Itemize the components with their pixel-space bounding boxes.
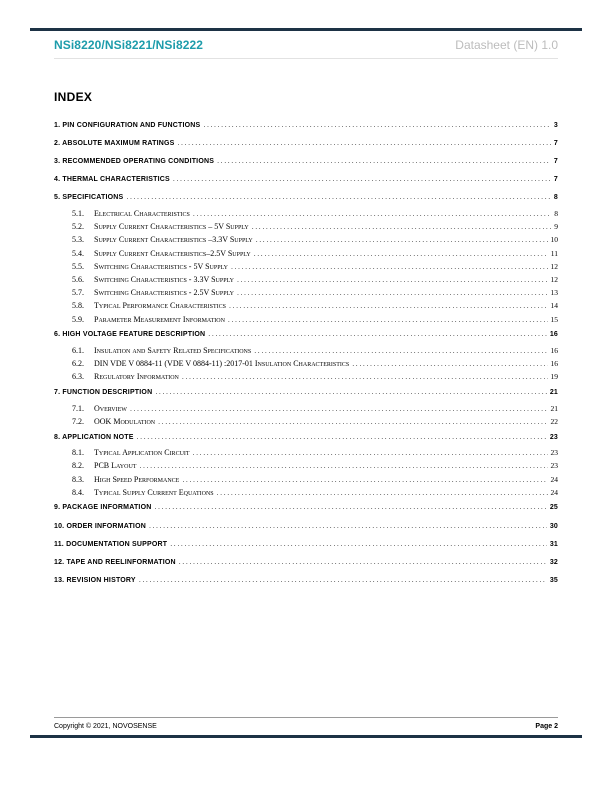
- toc-entry[interactable]: [54, 134, 558, 152]
- toc-entry-page: 24: [550, 474, 558, 484]
- toc-entry-label: 1. PIN CONFIGURATION AND FUNCTIONS: [54, 121, 201, 129]
- toc-leader-dots: [155, 389, 546, 396]
- toc-entry[interactable]: [54, 357, 558, 370]
- toc-leader-dots: [158, 419, 547, 426]
- toc-leader-dots: [193, 450, 548, 457]
- toc-entry[interactable]: [54, 299, 558, 312]
- toc-entry-label: 9. PACKAGE INFORMATION: [54, 504, 152, 512]
- toc-entry-page: 21: [549, 388, 558, 396]
- toc-entry-page: 23: [549, 433, 558, 441]
- toc-leader-dots: [217, 490, 548, 497]
- toc-entry[interactable]: [54, 273, 558, 286]
- toc-entry-page: 3: [553, 121, 558, 129]
- toc-entry[interactable]: [54, 189, 558, 207]
- toc-entry-page: 7: [553, 157, 558, 165]
- toc-entry-page: 22: [550, 416, 558, 426]
- toc-entry-number: 5.9.: [72, 314, 84, 324]
- toc-entry-number: 5.5.: [72, 261, 84, 271]
- toc-entry-label: 7. FUNCTION DESCRIPTION: [54, 388, 153, 396]
- toc-leader-dots: [254, 348, 547, 355]
- toc-entry-label: Typical Application Circuit: [94, 448, 190, 458]
- toc-entry-label: Switching Characteristics - 5V Supply: [94, 261, 228, 271]
- toc-leader-dots: [139, 463, 547, 470]
- table-of-contents: [54, 116, 558, 590]
- toc-leader-dots: [137, 434, 547, 441]
- toc-entry-label: Overview: [94, 403, 127, 413]
- toc-entry-page: 16: [549, 331, 558, 339]
- toc-leader-dots: [208, 331, 547, 338]
- toc-entry[interactable]: [54, 116, 558, 134]
- toc-entry-label: Regulatory Information: [94, 372, 179, 382]
- toc-entry-label: 2. ABSOLUTE MAXIMUM RATINGS: [54, 139, 175, 147]
- toc-leader-dots: [237, 277, 548, 284]
- toc-leader-dots: [173, 176, 551, 183]
- toc-entry-page: 35: [549, 577, 558, 585]
- toc-entry-number: 5.4.: [72, 248, 84, 258]
- toc-entry[interactable]: [54, 459, 558, 472]
- toc-entry-label: 13. REVISION HISTORY: [54, 577, 136, 585]
- toc-entry-label: 10. ORDER INFORMATION: [54, 522, 146, 530]
- toc-entry[interactable]: [54, 446, 558, 459]
- toc-entry-label: Electrical Characteristics: [94, 209, 190, 219]
- toc-entry[interactable]: [54, 486, 558, 499]
- toc-entry-label: Switching Characteristics - 3.3V Supply: [94, 274, 234, 284]
- top-rule: [30, 28, 582, 31]
- toc-entry[interactable]: [54, 220, 558, 233]
- footer-divider: [54, 717, 558, 718]
- toc-entry-label: 12. TAPE AND REELINFORMATION: [54, 559, 176, 567]
- toc-entry-page: 15: [550, 314, 558, 324]
- toc-entry-number: 5.1.: [72, 209, 84, 219]
- toc-leader-dots: [182, 374, 548, 381]
- page-header: [54, 38, 558, 52]
- toc-entry-page: 25: [549, 504, 558, 512]
- toc-leader-dots: [130, 406, 548, 413]
- toc-entry-number: 5.2.: [72, 222, 84, 232]
- toc-entry-label: Supply Current Characteristics–2.5V Supply: [94, 248, 251, 258]
- toc-entry-page: 9: [554, 222, 558, 232]
- toc-entry[interactable]: [54, 473, 558, 486]
- toc-entry-label: OOK Modulation: [94, 416, 156, 426]
- toc-entry-number: 6.3.: [72, 372, 84, 382]
- toc-entry-page: 32: [549, 559, 558, 567]
- toc-entry-label: 5. SPECIFICATIONS: [54, 194, 124, 202]
- toc-entry-page: 11: [550, 248, 558, 258]
- toc-entry-label: DIN VDE V 0884-11 (VDE V 0884-11) :2017-01 Insulation Characteristics: [94, 359, 350, 369]
- toc-entry[interactable]: [54, 517, 558, 535]
- toc-entry-number: 5.7.: [72, 288, 84, 298]
- toc-entry-page: 8: [554, 209, 558, 219]
- toc-leader-dots: [352, 361, 547, 368]
- toc-leader-dots: [149, 523, 547, 530]
- toc-entry-page: 16: [550, 359, 558, 369]
- toc-leader-dots: [252, 224, 552, 231]
- toc-leader-dots: [217, 158, 551, 165]
- toc-entry-label: 11. DOCUMENTATION SUPPORT: [54, 540, 168, 548]
- toc-leader-dots: [179, 559, 547, 566]
- toc-entry[interactable]: [54, 326, 558, 344]
- document-title: NSi8220/NSi8221/NSi8222: [54, 38, 204, 52]
- toc-entry[interactable]: [54, 344, 558, 357]
- copyright-text: Copyright © 2021, NOVOSENSE: [54, 723, 157, 730]
- toc-entry-label: Supply Current Characteristics –3.3V Supply: [94, 235, 253, 245]
- toc-entry-label: Typical Supply Current Equations: [94, 487, 214, 497]
- toc-leader-dots: [228, 317, 548, 324]
- page-title: INDEX: [54, 90, 93, 104]
- toc-entry[interactable]: [54, 383, 558, 401]
- toc-entry-label: 8. APPLICATION NOTE: [54, 433, 134, 441]
- toc-entry[interactable]: [54, 171, 558, 189]
- toc-entry[interactable]: [54, 233, 558, 246]
- toc-leader-dots: [139, 577, 547, 584]
- toc-entry-page: 30: [549, 522, 558, 530]
- toc-leader-dots: [254, 251, 548, 258]
- toc-entry-number: 6.1.: [72, 345, 84, 355]
- toc-entry-label: Supply Current Characteristics – 5V Supply: [94, 222, 249, 232]
- toc-entry-page: 23: [550, 461, 558, 471]
- toc-entry-page: 13: [550, 288, 558, 298]
- toc-leader-dots: [237, 290, 548, 297]
- document-version: Datasheet (EN) 1.0: [455, 38, 558, 52]
- toc-leader-dots: [178, 140, 551, 147]
- toc-entry[interactable]: [54, 312, 558, 325]
- toc-entry-label: PCB Layout: [94, 461, 137, 471]
- toc-entry-page: 10: [550, 235, 558, 245]
- toc-entry[interactable]: [54, 415, 558, 428]
- toc-entry[interactable]: [54, 572, 558, 590]
- toc-entry-label: 3. RECOMMENDED OPERATING CONDITIONS: [54, 157, 215, 165]
- page-number: Page 2: [535, 723, 558, 730]
- toc-leader-dots: [193, 211, 551, 218]
- toc-entry-page: 12: [550, 274, 558, 284]
- toc-entry-page: 12: [550, 261, 558, 271]
- toc-entry-number: 5.8.: [72, 301, 84, 311]
- toc-entry-page: 8: [553, 194, 558, 202]
- toc-entry-number: 5.6.: [72, 274, 84, 284]
- toc-entry-label: Typical Performance Characteristics: [94, 301, 227, 311]
- toc-entry[interactable]: [54, 535, 558, 553]
- toc-entry[interactable]: [54, 428, 558, 446]
- toc-entry-label: Insulation and Safety Related Specifications: [94, 345, 252, 355]
- toc-entry-label: Parameter Measurement Information: [94, 314, 225, 324]
- toc-entry-page: 16: [550, 345, 558, 355]
- toc-entry[interactable]: [54, 499, 558, 517]
- bottom-rule: [30, 735, 582, 738]
- toc-entry-number: 8.2.: [72, 461, 84, 471]
- toc-entry[interactable]: [54, 553, 558, 571]
- toc-entry-number: 8.3.: [72, 474, 84, 484]
- toc-leader-dots: [203, 122, 550, 129]
- toc-entry-number: 8.4.: [72, 487, 84, 497]
- toc-entry-page: 7: [553, 176, 558, 184]
- toc-entry-label: 4. THERMAL CHARACTERISTICS: [54, 176, 170, 184]
- toc-entry[interactable]: [54, 207, 558, 220]
- toc-entry[interactable]: [54, 370, 558, 383]
- toc-leader-dots: [231, 264, 548, 271]
- toc-entry-page: 23: [550, 448, 558, 458]
- toc-entry[interactable]: [54, 152, 558, 170]
- toc-entry-label: High Speed Performance: [94, 474, 180, 484]
- toc-entry-label: Switching Characteristics - 2.5V Supply: [94, 288, 234, 298]
- header-divider: [54, 58, 558, 59]
- toc-entry-page: 7: [553, 139, 558, 147]
- toc-leader-dots: [126, 194, 551, 201]
- toc-entry-number: 5.3.: [72, 235, 84, 245]
- page-footer: [54, 723, 558, 730]
- toc-leader-dots: [229, 303, 547, 310]
- toc-entry-label: 6. HIGH VOLTAGE FEATURE DESCRIPTION: [54, 331, 206, 339]
- toc-entry-number: 8.1.: [72, 448, 84, 458]
- toc-entry-page: 19: [550, 372, 558, 382]
- toc-entry-page: 31: [549, 540, 558, 548]
- toc-entry[interactable]: [54, 286, 558, 299]
- toc-entry-number: 7.2.: [72, 416, 84, 426]
- toc-entry-number: 7.1.: [72, 403, 84, 413]
- toc-entry[interactable]: [54, 402, 558, 415]
- toc-entry-page: 24: [550, 487, 558, 497]
- toc-leader-dots: [154, 504, 546, 511]
- toc-entry[interactable]: [54, 247, 558, 260]
- toc-entry-page: 21: [550, 403, 558, 413]
- toc-leader-dots: [170, 541, 547, 548]
- toc-entry-page: 14: [550, 301, 558, 311]
- toc-entry[interactable]: [54, 260, 558, 273]
- toc-leader-dots: [256, 237, 548, 244]
- toc-entry-number: 6.2.: [72, 359, 84, 369]
- toc-leader-dots: [182, 477, 547, 484]
